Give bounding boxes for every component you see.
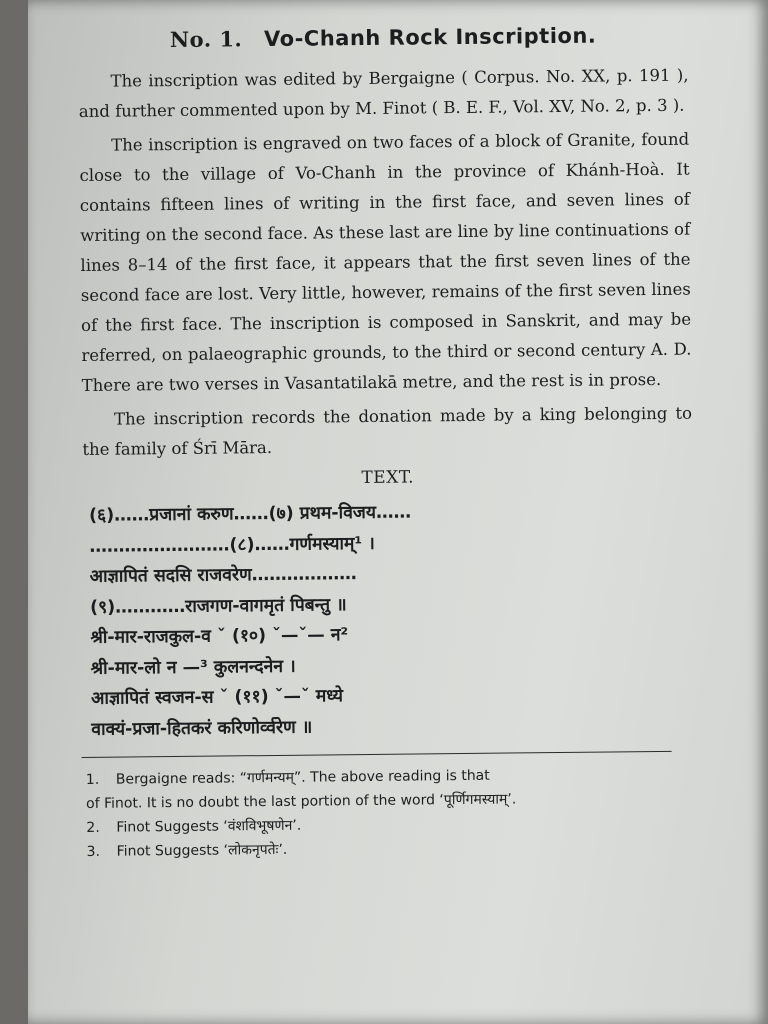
text-heading: TEXT. [361,467,415,489]
footnote-text: of Finot. It is no doubt the last portion of the word ‘पूर्णिगमस्याम्’. [86,791,517,812]
inscription-number: No. 1. [169,26,243,53]
paragraph-description: The inscription is engraved on two faces of a block of Granite, found close to the village of Vo-Chanh in the province of Khánh-Hoà. It contains fifteen lines of writing in the first face, and seven lines of writing on the second face. As these last are line by line continuations of lines 8–14 of the first face, it appears that the first seven lines of the second face are lost. Very little, however, remains of the first seven lines of the first face. The inscription is composed in Sanskrit, and may be referred, on palaeographic grounds, to the third or second century A. D. There are two verses in Vasantatilakā metre, and the rest is in prose. [79,129,692,395]
text-line: (६)……प्रजानां करुण……(७) प्रथम-विजय…… [89,502,412,526]
text-line: आज्ञापितं स्वजन-स ˇ (११) ˇ—ˇ मध्ये [90,686,344,709]
book-page [28,0,768,1024]
inscription-name: Vo-Chanh Rock Inscription. [263,23,597,52]
footnote-number: 2. [86,819,100,836]
footnote-number: 3. [86,843,101,860]
page-title [78,22,688,53]
sanskrit-text-block [83,495,696,745]
footnote-text: Bergaigne reads: “गर्णमन्यम्”. The above reading is that [115,767,490,788]
text-line: वाक्यं-प्रजा-हितकरं करिणोर्व्वरेण ॥ [91,717,313,740]
page-content [78,22,697,864]
paragraph-editing-note: The inscription was edited by Bergaigne ( Corpus. No. XX, p. 191 ), and further commented upon by M. Finot ( B. E. F., Vol. XV, No. 2, p. 3 ). [78,65,689,121]
footnote-divider [82,751,672,758]
footnote-number: 1. [85,771,100,788]
text-line: (९)…………राजगण-वागमृतं पिबन्तु ॥ [89,594,347,618]
paragraph-donation: The inscription records the donation made by a king belonging to the family of Śrī Māra. [82,403,693,459]
text-line: आज्ञापितं सदसि राजवरेण……………… [89,564,357,587]
footnote [87,834,697,864]
text-line: श्री-मार-लो न —³ कुलनन्दनेन । [90,656,296,679]
text-line: ……………………(८)……गर्णमस्याम्¹ । [89,533,375,557]
footnote-text: Finot Suggests ‘वंशविभूषणेन’. [116,817,302,836]
footnote-text: Finot Suggests ‘लोकनृपतेः’. [116,841,288,860]
text-line: श्री-मार-राजकुल-व ˇ (१०) ˇ—ˇ— न² [90,625,349,648]
